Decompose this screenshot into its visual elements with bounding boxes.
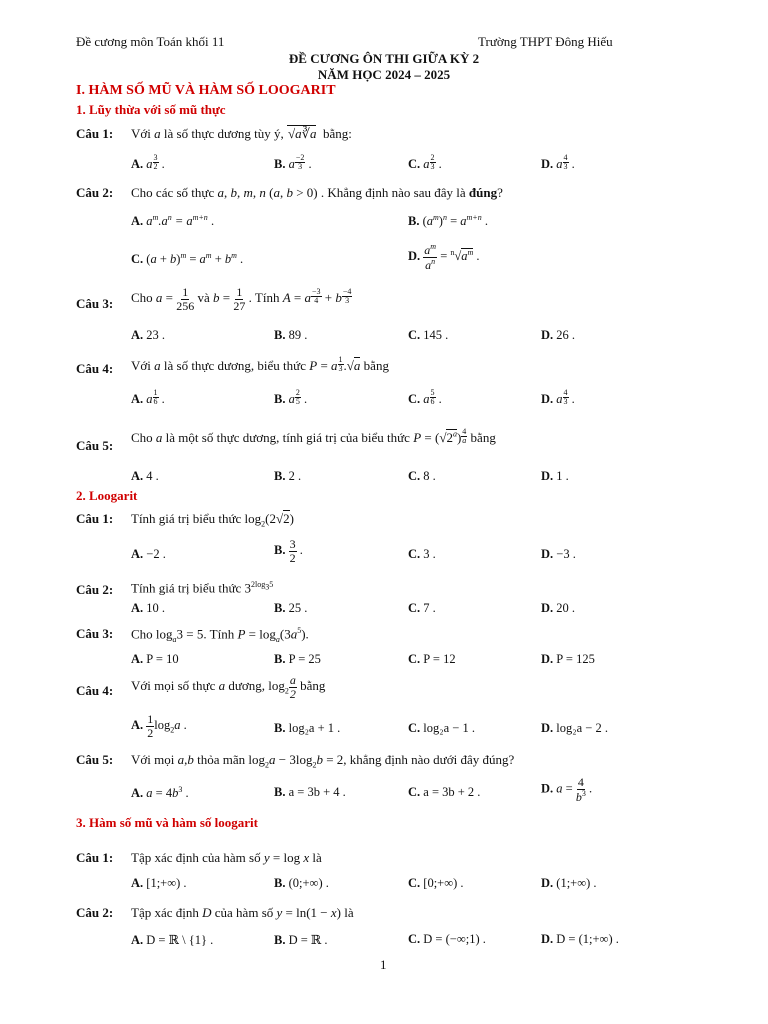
- option-d[interactable]: D. 1 .: [541, 469, 569, 483]
- option-a[interactable]: A. $a^m.a^n = a^{m+n}$ .: [131, 213, 215, 229]
- question-text: Với mọi a,b thỏa mãn $\log_2a - 3\log_2b = 2$, khẳng định nào dưới đây đúng?: [131, 752, 515, 770]
- option-c[interactable]: C. D = (−∞;1) .: [408, 932, 486, 946]
- option-c[interactable]: C. 8 .: [408, 469, 436, 483]
- subsection-1-heading: 1. Lũy thừa với số mũ thực: [76, 102, 226, 117]
- option-d[interactable]: D. −3 .: [541, 547, 576, 561]
- option-d[interactable]: D. a $\frac{4}{3}$ .: [541, 388, 575, 406]
- option-a[interactable]: A. a $\frac{3}{2}$ .: [131, 153, 165, 171]
- option-b[interactable]: B. 25 .: [274, 601, 308, 615]
- option-c[interactable]: C. [0;+∞) .: [408, 876, 464, 890]
- question-text: Tính giá trị biểu thức $\log_2(2√2)$: [131, 511, 294, 529]
- option-d[interactable]: D. log₂a − 2 .: [541, 721, 608, 735]
- subsection-3-heading: 3. Hàm số mũ và hàm số loogarit: [76, 815, 258, 830]
- option-d[interactable]: D. P = 125: [541, 652, 595, 666]
- option-b[interactable]: B. 2 .: [274, 469, 302, 483]
- question-text: Tập xác định của hàm số y = log x là: [131, 850, 322, 865]
- option-a[interactable]: A. [1;+∞) .: [131, 876, 187, 890]
- option-a[interactable]: A. $\frac{1}{2}$ $\log_2a$ .: [131, 712, 187, 740]
- question-label: Câu 3:: [76, 626, 114, 641]
- question-text: Tập xác định D của hàm số y = ln(1 − x) là: [131, 905, 354, 920]
- header-right: Trường THPT Đông Hiếu: [478, 34, 613, 49]
- option-c[interactable]: C. a $\frac{5}{6}$ .: [408, 388, 442, 406]
- question-text: Cho $\log_a3 = 5$. Tính $P = \log_a(3a^5)$.: [131, 626, 309, 644]
- option-b[interactable]: B. a = 3b + 4 .: [274, 785, 346, 799]
- question-text: Với a là số thực dương tùy ý, √a∛a bằng:: [131, 126, 352, 141]
- doc-title: ĐỀ CƯƠNG ÔN THI GIỮA KỲ 2: [288, 51, 480, 66]
- page-number: 1: [380, 957, 387, 972]
- option-c[interactable]: C. a = 3b + 2 .: [408, 785, 481, 799]
- option-b[interactable]: B. (0;+∞) .: [274, 876, 329, 890]
- option-b[interactable]: B. a $\frac{2}{5}$ .: [274, 388, 308, 406]
- question-text: Cho các số thực a, b, m, n (a, b > 0) . Khẳng định nào sau đây là đúng?: [131, 185, 503, 200]
- option-c[interactable]: C. 7 .: [408, 601, 436, 615]
- option-c[interactable]: C. 3 .: [408, 547, 436, 561]
- option-c[interactable]: C. log₂a − 1 .: [408, 721, 475, 735]
- question-text: Với a là số thực dương, biểu thức P = a $\frac{1}{3}$ .√a bằng: [131, 355, 389, 373]
- option-d[interactable]: D. a $\frac{4}{3}$ .: [541, 153, 575, 171]
- option-a[interactable]: A. D = ℝ \ {1} .: [131, 933, 214, 947]
- question-text: Với mọi số thực a dương, $\log_2$ $\frac{a}{2}$ bằng: [131, 673, 326, 701]
- option-b[interactable]: B. P = 25: [274, 652, 321, 666]
- option-c[interactable]: C. 145 .: [408, 328, 449, 342]
- option-b[interactable]: B. $(a^m)^n = a^{m+n}$ .: [408, 213, 488, 229]
- option-c[interactable]: C. P = 12: [408, 652, 456, 666]
- subsection-2-heading: 2. Loogarit: [76, 488, 138, 503]
- question-label: Câu 1:: [76, 850, 114, 865]
- question-label: Câu 2:: [76, 185, 114, 200]
- question-label: Câu 2:: [76, 905, 114, 920]
- question-label: Câu 4:: [76, 361, 114, 376]
- option-a[interactable]: A. 10 .: [131, 601, 166, 615]
- question-text: Cho a = $\frac{1}{256}$ và b = $\frac{1}{27}$ . Tính A = a $\frac{-3}{4}$ + b $\frac{-4}{3}$: [131, 285, 352, 313]
- option-a[interactable]: A. a $\frac{1}{6}$ .: [131, 388, 165, 406]
- option-d[interactable]: D. 20 .: [541, 601, 576, 615]
- option-b[interactable]: B. log₂a + 1 .: [274, 721, 341, 735]
- option-d[interactable]: D. (1;+∞) .: [541, 876, 597, 890]
- option-a[interactable]: A. 4 .: [131, 469, 159, 483]
- option-a[interactable]: A. −2 .: [131, 547, 166, 561]
- question-label: Câu 1:: [76, 126, 114, 141]
- option-d[interactable]: D. D = (1;+∞) .: [541, 932, 619, 946]
- question-label: Câu 5:: [76, 752, 114, 767]
- question-text: Tính giá trị biểu thức $3^{2log_35}$: [131, 580, 274, 596]
- option-a[interactable]: A. 23 .: [131, 328, 166, 342]
- option-d[interactable]: D. $\frac{a^m}{a^n}$ = $^n√a^m$ .: [408, 242, 480, 272]
- option-c[interactable]: C. $(a + b)^m = a^m + b^m$ .: [131, 251, 244, 267]
- option-b[interactable]: B. $\frac{3}{2}$ .: [274, 537, 303, 565]
- question-label: Câu 5:: [76, 438, 114, 453]
- question-label: Câu 4:: [76, 683, 114, 698]
- option-b[interactable]: B. 89 .: [274, 328, 308, 342]
- section-heading: I. HÀM SỐ MŨ VÀ HÀM SỐ LOOGARIT: [76, 83, 336, 98]
- option-d[interactable]: D. 26 .: [541, 328, 576, 342]
- option-a[interactable]: A. P = 10: [131, 652, 179, 666]
- question-label: Câu 3:: [76, 296, 114, 311]
- question-label: Câu 1:: [76, 511, 114, 526]
- header-left: Đề cương môn Toán khối 11: [76, 34, 225, 49]
- option-d[interactable]: D. a = $\frac{4}{b^3}$ .: [541, 775, 593, 804]
- option-b[interactable]: B. a $\frac{-2}{3}$ .: [274, 153, 312, 171]
- option-b[interactable]: B. D = ℝ .: [274, 933, 328, 947]
- question-text: Cho a là một số thực dương, tính giá trị của biểu thức $P = (√2^a)$ $\frac{4}{a}$ bằng: [131, 427, 496, 445]
- doc-year: NĂM HỌC 2024 – 2025: [317, 67, 451, 82]
- option-c[interactable]: C. a $\frac{2}{3}$ .: [408, 153, 442, 171]
- question-label: Câu 2:: [76, 582, 114, 597]
- option-a[interactable]: A. $a = 4b^3$ .: [131, 785, 189, 801]
